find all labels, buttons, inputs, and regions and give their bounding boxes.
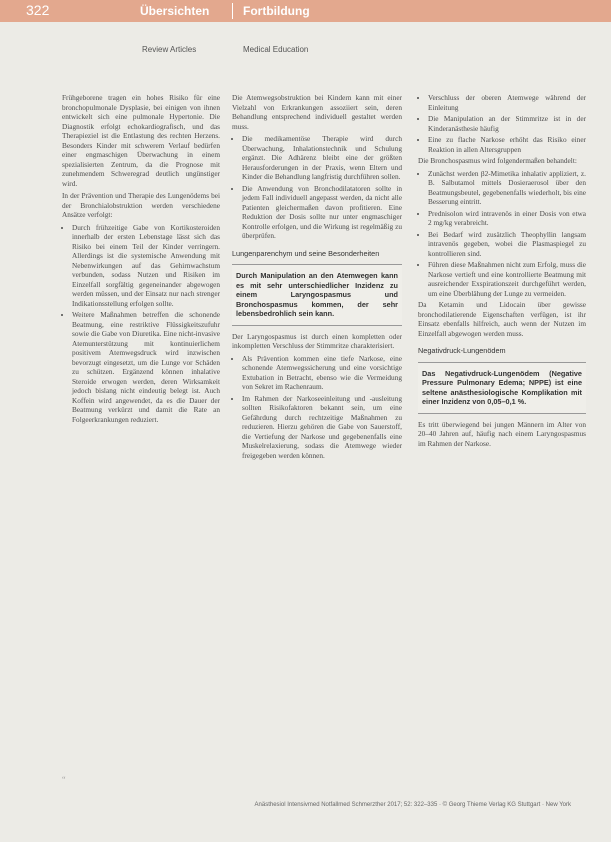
section-heading: Lungenparenchym und seine Besonderheiten xyxy=(232,248,380,258)
paragraph: In der Prävention und Therapie des Lungenödems bei der Bronchialobstruktion werden verschiedene Ansätze verfolgt: xyxy=(62,191,220,219)
paragraph: Frühgeborene tragen ein hohes Risiko für eine bronchopulmonale Dysplasie, bei einigen von ihnen entwickelt sich eine pulmonale Hypertonie. Die Diagnostik erfolgt echokardiografisch, und das Therapieziel ist die Entlastung des rechten Herzens. Besonders Kinder mit schwerem Verlauf bedürfen einer engmaschigen Überwachung in einem spezialisierten Zentrum, da die Prognose mit zunehmendem Schweregrad deutlich ungünstiger wird. xyxy=(62,93,220,188)
subheader-right: Medical Education xyxy=(243,45,309,54)
column-2 xyxy=(232,93,402,462)
paragraph: Es tritt überwiegend bei jungen Männern im Alter von 20–40 Jahren auf, häufig nach einem Laryngospasmus im Rahmen der Narkose. xyxy=(418,419,586,448)
list-item: • Die Anwendung von Bronchodilatatoren sollte in jedem Fall individuell angepasst werden, da nicht alle Patienten gleichermaßen davon profitieren. Eine Reduktion der Dosis sollte nur unter engmaschiger Kontrolle erfolgen, und die Wirkung ist regelmäßig zu überprüfen. xyxy=(242,184,402,241)
column-3 xyxy=(418,93,586,451)
section-title-left: Übersichten xyxy=(140,4,210,18)
list-item: • Im Rahmen der Narkoseeinleitung und -ausleitung sollten Risikofaktoren bekannt sein, um eine Gefährdung durch rechtzeitige Maßnahmen zu reduzieren. Hierzu gehören die Gabe von Sauerstoff, die Vertiefung der Narkose und gegebenenfalls eine Muskelrelaxierung, sodass die Atemwege wieder freigegeben werden können. xyxy=(242,394,402,461)
highlight-box: Durch Manipulation an den Atemwegen kann es mit sehr unterschiedlicher Inzidenz zu einem Laryngospasmus und Bronchospasmus kommen, der sehr lebensbedrohlich sein kann. xyxy=(232,264,402,326)
footer-citation: Anästhesiol Intensivmed Notfallmed Schmerzther 2017; 52: 322–335 · © Georg Thieme Verlag KG Stuttgart · New York xyxy=(254,802,571,808)
paragraph: Die Bronchospasmus wird folgendermaßen behandelt: xyxy=(418,156,577,165)
list-item: • Führen diese Maßnahmen nicht zum Erfolg, muss die Narkose vertieft und eine kontrollierte Beatmung mit ausreichender Exspirationszeit durchgeführt werden, um eine Überblähung der Lunge zu vermeiden. xyxy=(428,260,586,298)
list-item: • Zunächst werden β2-Mimetika inhalativ appliziert, z. B. Salbutamol mittels Dosieraerosol über den Beatmungsbeutel, gegebenenfalls wiederholt, bis eine Besserung eintritt. xyxy=(428,169,586,207)
page-number: 322 xyxy=(26,2,50,18)
list-item: • Als Prävention kommen eine tiefe Narkose, eine schonende Atemwegssicherung und eine vorsichtige Extubation in Betracht, ebenso wie die Vermeidung von Sekret im Rachenraum. xyxy=(242,354,402,392)
bullet-list xyxy=(232,134,402,241)
section-heading: Negativdruck-Lungenödem xyxy=(418,346,506,355)
list-item: • Weitere Maßnahmen betreffen die schonende Beatmung, eine restriktive Flüssigkeitszufuhr sowie die Gabe von Diuretika. Eine nicht-invasive Atemunterstützung mit kontinuierlichem positivem Atemwegsdruck wird inzwischen bevorzugt eingesetzt, um die Lunge vor Schäden zu schützen. Ergänzend können inhalative Steroide erwogen werden, deren Wirksamkeit jedoch bislang nicht eindeutig belegt ist. Auch Koffein wird angewendet, da es die Dauer der Beatmung verkürzt und damit die Rate an Folgeerkrankungen reduziert. xyxy=(72,310,220,424)
list-item: • Bei Bedarf wird zusätzlich Theophyllin langsam intravenös gegeben, wobei die Plasmaspiegel zu kontrollieren sind. xyxy=(428,230,586,259)
margin-mark: “ xyxy=(62,775,66,784)
list-item: • Durch frühzeitige Gabe von Kortikosteroiden innerhalb der ersten Lebenstage lässt sich das Risiko bei einem Teil der Kinder verringern. Allerdings ist die systemische Anwendung mit Nebenwirkungen auf das Gehirnwachstum verbunden, sodass Nutzen und Risiken im Einzelfall sorgfältig gegeneinander abgewogen werden müssen, und der Einsatz nur nach strenger Indikationsstellung erfolgen sollte. xyxy=(72,223,220,309)
section-title-right: Fortbildung xyxy=(243,4,310,18)
bullet-list xyxy=(232,354,402,461)
paragraph: Da Ketamin und Lidocain über gewisse bronchodilatierende Eigenschaften verfügen, ist ihr Einsatz ebenfalls hilfreich, auch wenn der Nutzen im Einzelfall abgewogen werden muss. xyxy=(418,300,586,338)
list-item: • Die medikamentöse Therapie wird durch Überwachung, Inhalationstechnik und Schulung ergänzt. Die Adhärenz bleibt eine der größten Herausforderungen in der Praxis, wenn Eltern und Kinder die Behandlung langfristig durchführen sollen. xyxy=(242,134,402,182)
list-item: • Die Manipulation an der Stimmritze ist in der Kinderanästhesie häufig xyxy=(428,114,586,133)
bullet-list xyxy=(62,223,220,425)
bullet-list xyxy=(418,93,586,154)
subheader-left: Review Articles xyxy=(142,45,197,54)
paragraph: Der Laryngospasmus ist durch einen kompletten oder inkompletten Verschluss der Stimmritze charakterisiert. xyxy=(232,331,402,350)
column-1 xyxy=(62,93,220,426)
highlight-box: Das Negativdruck-Lungenödem (Negative Pressure Pulmonary Edema; NPPE) ist eine seltene anästhesiologische Komplikation mit einer Inzidenz von 0,05–0,1 %. xyxy=(418,362,586,414)
header-divider xyxy=(232,3,233,19)
list-item: • Verschluss der oberen Atemwege während der Einleitung xyxy=(428,93,586,112)
list-item: • Prednisolon wird intravenös in einer Dosis von etwa 2 mg/kg verabreicht. xyxy=(428,209,586,228)
paragraph: Die Atemwegsobstruktion bei Kindern kann mit einer Vielzahl von Erkrankungen assoziiert sein, deren Behandlung entsprechend individuell gestaltet werden muss. xyxy=(232,93,402,131)
list-item: • Eine zu flache Narkose erhöht das Risiko einer Reaktion in allen Altersgruppen xyxy=(428,135,586,154)
bullet-list xyxy=(418,169,586,299)
